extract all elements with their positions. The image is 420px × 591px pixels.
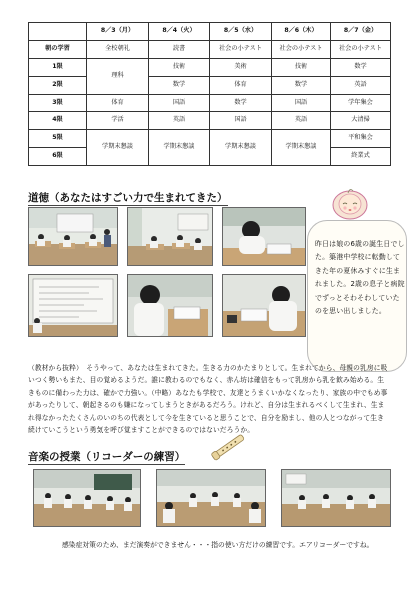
subject-cell: 社会の小テスト: [272, 40, 331, 58]
classroom-photo: [28, 207, 118, 266]
subject-cell: 国語: [272, 94, 331, 112]
moral-section-title: [28, 190, 228, 205]
schedule-row: [29, 130, 391, 148]
subject-cell: 数学: [149, 76, 210, 94]
schedule-row: [29, 40, 391, 58]
period-label: 3限: [29, 94, 87, 112]
schedule-row: [29, 94, 391, 112]
subject-cell: 数学: [272, 76, 331, 94]
subject-cell: 学期末懇談: [272, 130, 331, 166]
music-title-text: 音楽の授業（リコーダーの練習）: [28, 451, 186, 463]
subject-cell: 国語: [149, 94, 210, 112]
schedule-row: [29, 112, 391, 130]
subject-cell: 体育: [87, 94, 149, 112]
period-label: 2限: [29, 76, 87, 94]
subject-cell: 学期末懇談: [149, 130, 210, 166]
schedule-table: [28, 22, 391, 166]
subject-cell: 大清掃: [331, 112, 391, 130]
subject-cell: 読書: [149, 40, 210, 58]
subject-cell: 終業式: [331, 148, 391, 166]
subject-cell: 英語: [331, 76, 391, 94]
student-desk-photo: [222, 274, 306, 337]
subject-cell: 英語: [149, 112, 210, 130]
corner-cell: [29, 23, 87, 41]
subject-cell: 学年集会: [331, 94, 391, 112]
day-header: 8／4（火）: [149, 23, 210, 41]
subject-cell: 体育: [210, 76, 272, 94]
moral-title-text: 道徳（あなたはすごい力で生まれてきた）: [28, 192, 228, 204]
period-label: 朝の学習: [29, 40, 87, 58]
subject-cell: 学活: [87, 112, 149, 130]
subject-cell: 平和集会: [331, 130, 391, 148]
day-header: 8／6（木）: [272, 23, 331, 41]
student-reading-photo: [127, 274, 213, 337]
bubble-text: 昨日は娘の6歳の誕生日でした。築港中学校に転勤してきた年の夏休みすぐに生まれました。2歳の息子と病院でずっとそわそわしていたのを思い出しました。: [315, 240, 405, 316]
music-class-photo: [281, 469, 391, 527]
subject-cell: 学期末懇談: [210, 130, 272, 166]
subject-cell: 全校朝礼: [87, 40, 149, 58]
whiteboard-photo: [28, 274, 118, 337]
day-header: 8／3（月）: [87, 23, 149, 41]
music-class-photo: [156, 469, 266, 527]
subject-cell: 英語: [272, 112, 331, 130]
subject-cell: 学期末懇談: [87, 130, 149, 166]
subject-cell: 技術: [149, 58, 210, 76]
schedule-header-row: [29, 23, 391, 41]
period-label: 4限: [29, 112, 87, 130]
day-header: 8／5（水）: [210, 23, 272, 41]
subject-cell: 社会の小テスト: [331, 40, 391, 58]
music-caption: 感染症対策のため、まだ演奏ができません・・・指の使い方だけの練習です。エアリコーダーですね。: [62, 541, 374, 549]
subject-cell: 数学: [210, 94, 272, 112]
period-label: 1限: [29, 58, 87, 76]
classroom-photo: [127, 207, 213, 266]
music-class-photo: [33, 469, 141, 527]
subject-cell: 技術: [272, 58, 331, 76]
subject-cell: 美術: [210, 58, 272, 76]
subject-cell: 理科: [87, 58, 149, 94]
subject-cell: 数学: [331, 58, 391, 76]
schedule-row: [29, 58, 391, 76]
baby-illustration: [330, 183, 370, 221]
student-writing-photo: [222, 207, 306, 266]
excerpt-paragraph: （教材から抜粋） そうやって、あなたは生まれてきた。生きる力のかたまりとして。生まれてから、母親の乳房に吸いつく勢いもまた、目の覚めるようだ。誰に教わるのでもなく、赤ん坊は確信をもって乳房から乳を飲み始める。生きものに備わった力は、確かで力強い。（中略）あなたも学校で、友達とうまくいかなくなったり、家族の中でもめ事があったりして、朝起きるのも嫌になってしまうときがあるだろう。けれど、自分は生まれるべくして生まれ、生まれ得なかったたくさんのいのちの代表として今を生きていると思うことで、自分を励まし、他の人とつながって生き続けていこうという勇気を呼び覚ますことができるのではないだろうか。: [28, 364, 388, 435]
day-header: 8／7（金）: [331, 23, 391, 41]
schedule-row: [29, 76, 391, 94]
music-section-title: [28, 449, 185, 464]
period-label: 5限: [29, 130, 87, 148]
recorder-icon: [208, 430, 248, 464]
subject-cell: 国語: [210, 112, 272, 130]
period-label: 6限: [29, 148, 87, 166]
subject-cell: 社会の小テスト: [210, 40, 272, 58]
